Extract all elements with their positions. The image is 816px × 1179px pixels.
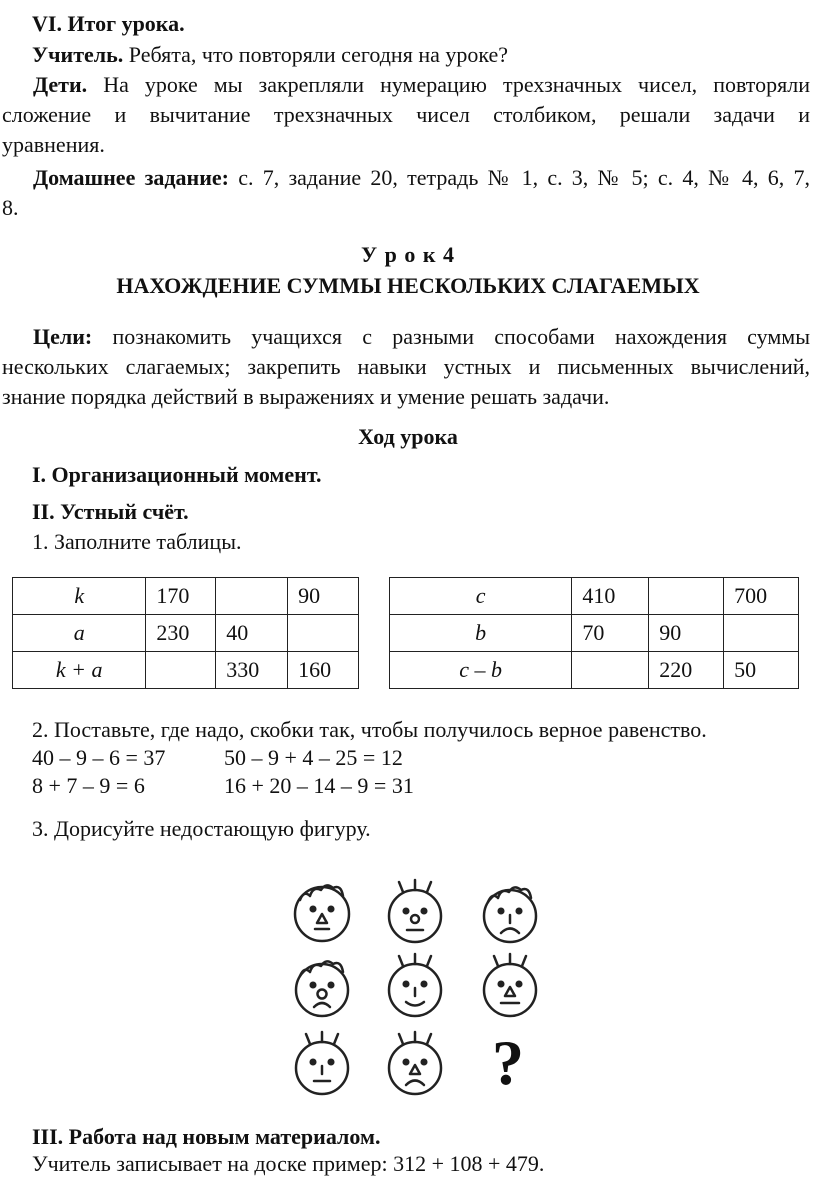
table-cell: 50 (724, 652, 799, 689)
equation-4: 16 + 20 – 14 – 9 = 31 (224, 773, 414, 798)
table-cell: 230 (146, 615, 216, 652)
face-spiky-round-nose (389, 880, 441, 942)
homework-line-1 (2, 164, 810, 192)
table-cell: 410 (572, 578, 649, 615)
children-text-1: На уроке мы закрепляли нумерацию трехзначных чисел, повторяли (103, 72, 811, 97)
table-cell (724, 615, 799, 652)
children-line-1 (2, 71, 810, 99)
table-cell (288, 615, 359, 652)
section-2-heading: II. Устный счёт. (32, 499, 189, 524)
teacher-label: Учитель. (32, 42, 124, 67)
course-heading: Ход урока (358, 424, 458, 449)
table-cell: c (390, 578, 572, 615)
equation-3: 8 + 7 – 9 = 6 (32, 773, 145, 798)
children-label: Дети. (33, 72, 88, 97)
table-cell: a (13, 615, 146, 652)
homework-label: Домашнее задание: (33, 165, 229, 190)
table-cell: b (390, 615, 572, 652)
table-cell: 90 (649, 615, 724, 652)
table-row (13, 615, 359, 652)
table-row (390, 652, 799, 689)
table-cell: 160 (288, 652, 359, 689)
table-row (13, 652, 359, 689)
goals-line-1 (2, 323, 810, 351)
table-cell: 330 (216, 652, 288, 689)
table-cell (146, 652, 216, 689)
section-3-heading: III. Работа над новым материалом. (32, 1124, 381, 1149)
task-2: 2. Поставьте, где надо, скобки так, чтобы получилось верное равенство. (32, 717, 707, 742)
table-c-b (389, 577, 799, 689)
face-curly-triangle-nose (295, 885, 349, 941)
face-spiky-neutral (296, 1032, 348, 1094)
table-cell: 70 (572, 615, 649, 652)
face-spiky-smile (389, 954, 441, 1016)
section-heading: VI. Итог урока. (32, 11, 185, 36)
table-cell: 170 (146, 578, 216, 615)
goals-line-2: нескольких слагаемых; закрепить навыки устных и письменных вычислений, (2, 354, 810, 379)
table-cell: k + a (13, 652, 146, 689)
table-cell (572, 652, 649, 689)
table-row (390, 615, 799, 652)
table-row (13, 578, 359, 615)
table-row (390, 578, 799, 615)
face-curly-sad (484, 887, 536, 942)
face-curly-round-sad (296, 961, 348, 1016)
goals-line-3: знание порядка действий в выражениях и умение решать задачи. (2, 384, 610, 409)
table-cell: 90 (288, 578, 359, 615)
face-spiky-triangle-sad (484, 954, 536, 1016)
lesson-title: НАХОЖДЕНИЕ СУММЫ НЕСКОЛЬКИХ СЛАГАЕМЫХ (116, 273, 700, 298)
table-cell: 220 (649, 652, 724, 689)
section-1-heading: I. Организационный момент. (32, 462, 322, 487)
equation-2: 50 – 9 + 4 – 25 = 12 (224, 745, 403, 770)
children-line-3: уравнения. (2, 132, 105, 157)
table-cell: c – b (390, 652, 572, 689)
table-cell (649, 578, 724, 615)
task-1: 1. Заполните таблицы. (32, 529, 242, 554)
table-k-a (12, 577, 359, 689)
question-mark: ? (492, 1027, 524, 1098)
homework-text: с. 7, задание 20, тетрадь № 1, с. 3, № 5; с. 4, № 4, 6, 7, (238, 165, 810, 190)
task-3: 3. Дорисуйте недостающую фигуру. (32, 816, 371, 841)
homework-line-2: 8. (2, 195, 19, 220)
table-cell: 700 (724, 578, 799, 615)
goals-text-1: познакомить учащихся с разными способами нахождения суммы (112, 324, 810, 349)
lesson-number: У р о к 4 (360, 242, 456, 267)
last-line: Учитель записывает на доске пример: 312 + 108 + 479. (32, 1151, 545, 1176)
children-line-2: сложение и вычитание трехзначных чисел столбиком, решали задачи и (2, 102, 810, 127)
equation-1: 40 – 9 – 6 = 37 (32, 745, 166, 770)
table-cell: k (13, 578, 146, 615)
goals-label: Цели: (33, 324, 93, 349)
table-cell (216, 578, 288, 615)
teacher-text: Ребята, что повторяли сегодня на уроке? (128, 42, 509, 67)
teacher-line (32, 41, 508, 69)
face-spiky-triangle-sad-2 (389, 1032, 441, 1094)
table-cell: 40 (216, 615, 288, 652)
